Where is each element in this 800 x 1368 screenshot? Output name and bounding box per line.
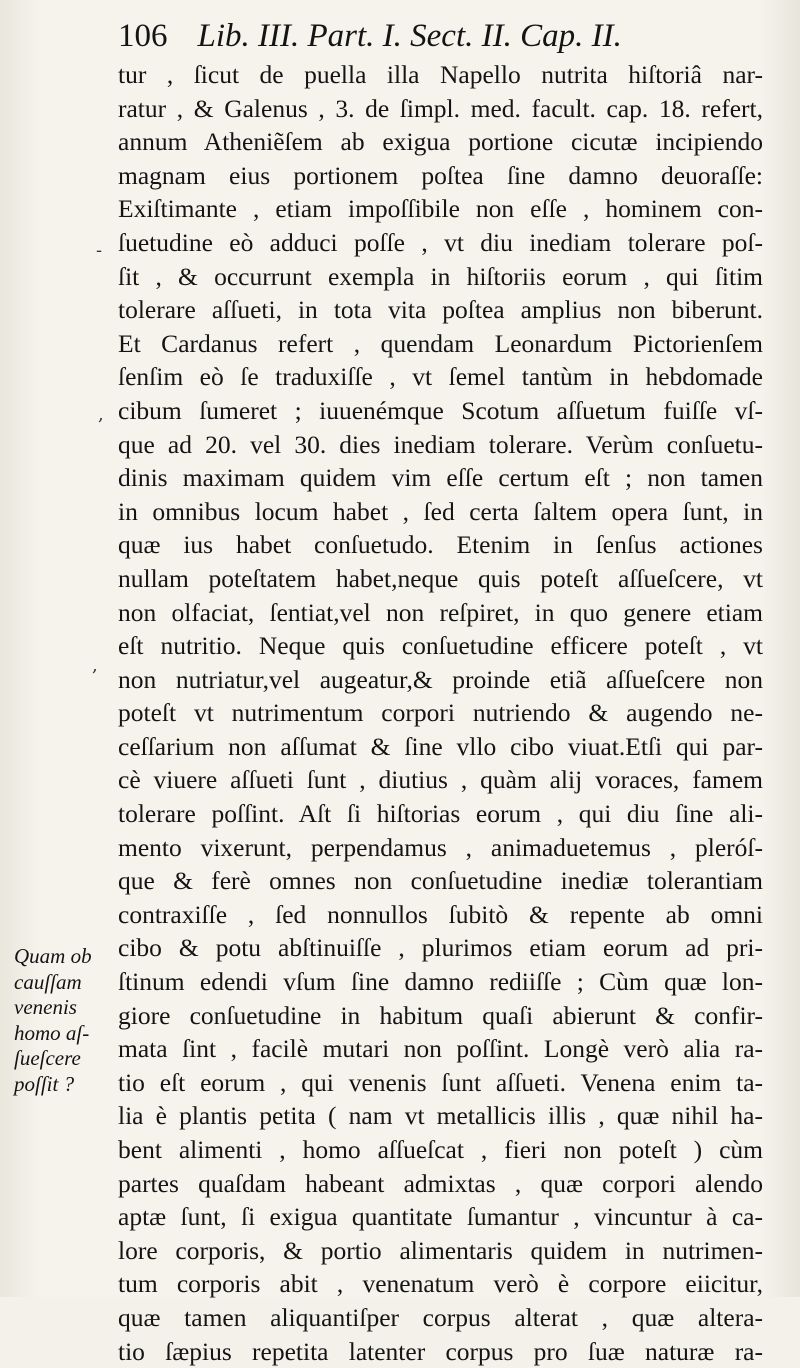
text-line: poteſt vt nutrimentum corpori nutriendo & augendo ne- [118,698,763,728]
text-line: cè viuere aſſueti ſunt , diutius , quàm alij voraces, famem [118,765,763,795]
text-line: ratur , & Galenus , 3. de ſimpl. med. facult. cap. 18. refert, [118,93,763,123]
text-line: quæ ius habet conſuetudo. Etenim in ſenſus actiones [118,530,763,560]
text-line: non olfaciat, ſentiat,vel non reſpiret, in quo genere etiam [118,597,763,627]
running-header [118,12,758,60]
text-line: annum Atheniẽſem ab exigua portione cicutæ incipiendo [118,127,763,157]
page-number: 106 [118,18,168,54]
text-line: tum corporis abit , venenatum verò è corpore eiicitur, [118,1269,763,1299]
text-line: ſtinum edendi vſum ſine damno rediiſſe ; Cùm quæ lon- [118,967,763,997]
body-text [118,58,763,1368]
text-line: que & ferè omnes non conſuetudine inediæ tolerantiam [118,866,763,896]
text-line: dinis maximam quidem vim eſſe certum eſt ; non tamen [118,463,763,493]
text-line: tur , ſicut de puella illa Napello nutrita hiſtoriâ nar- [118,60,763,89]
margin-note-line: homo aſ- [14,1020,90,1045]
text-line: ſuetudine eò adduci poſſe , vt diu inediam tolerare poſ- [118,227,763,257]
text-line: ſit , & occurrunt exempla in hiſtoriis eorum , qui ſitim [118,261,763,291]
margin-note-line: cauſſam [14,969,82,994]
margin-note-line: venenis [14,995,77,1019]
text-line: tolerare poſſint. Aſt ſi hiſtorias eorum , qui diu ſine ali- [118,799,763,829]
text-line: cibo & potu abſtinuiſſe , plurimos etiam eorum ad pri- [118,933,763,963]
text-line: tolerare aſſueti, in tota vita poſtea amplius non biberunt. [118,295,763,325]
running-title: Lib. III. Part. I. Sect. II. Cap. II. [197,18,622,54]
text-line: giore conſuetudine in habitum quaſi abierunt & confir- [118,1000,763,1030]
margin-note-line: Quam ob [14,944,92,968]
text-line: aptæ ſunt, ſi exigua quantitate ſumantur , vincuntur à ca- [118,1202,763,1232]
text-line: lore corporis, & portio alimentaris quidem in nutrimen- [118,1235,763,1265]
text-line: bent alimenti , homo aſſueſcat , fieri non poteſt ) cùm [118,1135,763,1164]
stray-mark: , [98,404,104,425]
text-line: in omnibus locum habet , ſed certa ſaltem opera ſunt, in [118,496,763,526]
stray-mark: , [92,655,98,676]
text-line: tio eſt eorum , qui venenis ſunt aſſueti. Venena enim ta- [118,1067,763,1097]
text-line: mata ſint , facilè mutari non poſſint. Longè verò alia ra- [118,1034,763,1064]
text-line: mento vixerunt, perpendamus , animaduetemus , pleróſ- [118,832,763,862]
text-line: lia è plantis petita ( nam vt metallicis illis , quæ nihil ha- [118,1101,763,1131]
text-line: contraxiſſe , ſed nonnullos ſubitò & repente ab omni [118,899,763,929]
margin-note [14,944,114,1097]
text-line: cibum ſumeret ; iuuenémque Scotum aſſuetum fuiſſe vſ- [118,395,763,425]
text-line: que ad 20. vel 30. dies inediam tolerare. Verùm conſuetu- [118,429,763,459]
text-line: eſt nutritio. Neque quis conſuetudine efficere poteſt , vt [118,631,763,661]
text-line: magnam eius portionem poſtea ſine damno deuoraſſe: [118,160,763,190]
text-line: Exiſtimante , etiam impoſſibile non eſſe , hominem con- [118,194,763,224]
text-line: quæ tamen aliquantiſper corpus alterat , quæ altera- [118,1302,763,1332]
margin-note-line: ſueſcere [14,1046,81,1070]
margin-note-line: poſſit ? [14,1071,75,1096]
text-line: Et Cardanus refert , quendam Leonardum Pictorienſem [118,328,763,358]
text-line: partes quaſdam habeant admixtas , quæ corpori alendo [118,1168,763,1198]
text-line: tio ſæpius repetita latenter corpus pro ſuæ naturæ ra- [118,1336,763,1366]
text-line: non nutriatur,vel augeatur,& proinde etiã aſſueſcere non [118,664,763,694]
stray-mark: - [96,240,103,261]
text-line: ceſſarium non aſſumat & ſine vllo cibo viuat.Etſi qui par- [118,731,763,761]
text-line: ſenſim eò ſe traduxiſſe , vt ſemel tantùm in hebdomade [118,362,763,392]
text-line: nullam poteſtatem habet,neque quis poteſt aſſueſcere, vt [118,563,763,593]
